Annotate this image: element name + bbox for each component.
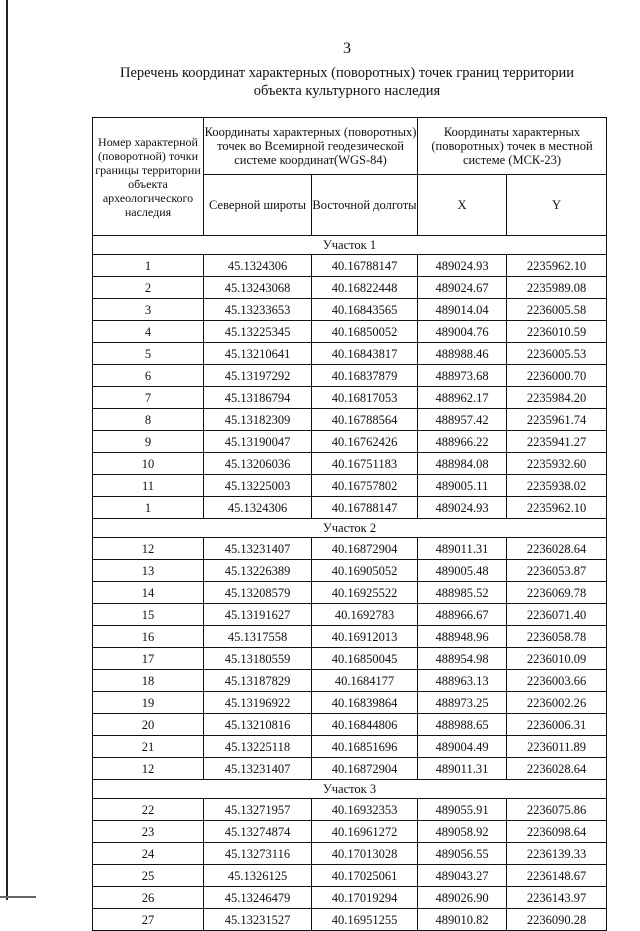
cell-east-longitude: 40.16788564	[312, 409, 418, 431]
table-row	[93, 538, 607, 560]
cell-north-latitude: 45.13208579	[204, 582, 312, 604]
cell-north-latitude: 45.13225345	[204, 321, 312, 343]
cell-y-coord: 2235938.02	[507, 475, 607, 497]
cell-point-number: 13	[93, 560, 204, 582]
cell-east-longitude: 40.16850052	[312, 321, 418, 343]
cell-north-latitude: 45.13210641	[204, 343, 312, 365]
cell-y-coord: 2236053.87	[507, 560, 607, 582]
cell-east-longitude: 40.16843565	[312, 299, 418, 321]
cell-x-coord: 488954.98	[418, 648, 507, 670]
cell-x-coord: 489026.90	[418, 887, 507, 909]
cell-y-coord: 2235962.10	[507, 255, 607, 277]
cell-east-longitude: 40.16951255	[312, 909, 418, 931]
cell-y-coord: 2236000.70	[507, 365, 607, 387]
cell-north-latitude: 45.13186794	[204, 387, 312, 409]
cell-north-latitude: 45.13197292	[204, 365, 312, 387]
section-title: Участок 1	[93, 236, 607, 255]
cell-x-coord: 489024.93	[418, 497, 507, 519]
cell-north-latitude: 45.13225118	[204, 736, 312, 758]
cell-north-latitude: 45.1326125	[204, 865, 312, 887]
cell-east-longitude: 40.16850045	[312, 648, 418, 670]
cell-point-number: 1	[93, 255, 204, 277]
cell-y-coord: 2236075.86	[507, 799, 607, 821]
document-title: Перечень координат характерных (поворотных) точек границ территории объекта культурного наследия	[119, 65, 575, 99]
cell-y-coord: 2235989.08	[507, 277, 607, 299]
cell-x-coord: 488988.46	[418, 343, 507, 365]
cell-point-number: 11	[93, 475, 204, 497]
cell-north-latitude: 45.13231407	[204, 538, 312, 560]
cell-north-latitude: 45.13182309	[204, 409, 312, 431]
section-title: Участок 3	[93, 780, 607, 799]
cell-east-longitude: 40.16757802	[312, 475, 418, 497]
cell-x-coord: 488984.08	[418, 453, 507, 475]
table-row	[93, 670, 607, 692]
cell-point-number: 5	[93, 343, 204, 365]
table-row	[93, 736, 607, 758]
table-row	[93, 409, 607, 431]
table-row	[93, 453, 607, 475]
cell-y-coord: 2235961.74	[507, 409, 607, 431]
section-title: Участок 2	[93, 519, 607, 538]
cell-east-longitude: 40.16762426	[312, 431, 418, 453]
cell-x-coord: 489005.11	[418, 475, 507, 497]
cell-x-coord: 489010.82	[418, 909, 507, 931]
cell-point-number: 9	[93, 431, 204, 453]
table-row	[93, 909, 607, 931]
cell-y-coord: 2236002.26	[507, 692, 607, 714]
cell-y-coord: 2236143.97	[507, 887, 607, 909]
cell-north-latitude: 45.13191627	[204, 604, 312, 626]
cell-north-latitude: 45.13273116	[204, 843, 312, 865]
cell-x-coord: 489043.27	[418, 865, 507, 887]
cell-x-coord: 489011.31	[418, 758, 507, 780]
cell-north-latitude: 45.13206036	[204, 453, 312, 475]
table-row	[93, 277, 607, 299]
cell-y-coord: 2236148.67	[507, 865, 607, 887]
cell-east-longitude: 40.16905052	[312, 560, 418, 582]
cell-y-coord: 2235984.20	[507, 387, 607, 409]
table-row	[93, 497, 607, 519]
cell-y-coord: 2236028.64	[507, 538, 607, 560]
page-bottom-mark	[0, 896, 36, 898]
section-row	[93, 519, 607, 538]
cell-north-latitude: 45.13246479	[204, 887, 312, 909]
cell-point-number: 19	[93, 692, 204, 714]
header-x: X	[418, 175, 507, 236]
cell-east-longitude: 40.16844806	[312, 714, 418, 736]
cell-north-latitude: 45.13210816	[204, 714, 312, 736]
table-row	[93, 582, 607, 604]
cell-x-coord: 488962.17	[418, 387, 507, 409]
cell-east-longitude: 40.16872904	[312, 758, 418, 780]
table-row	[93, 560, 607, 582]
table-row	[93, 387, 607, 409]
cell-point-number: 10	[93, 453, 204, 475]
cell-y-coord: 2236006.31	[507, 714, 607, 736]
cell-north-latitude: 45.1317558	[204, 626, 312, 648]
cell-point-number: 25	[93, 865, 204, 887]
table-row	[93, 843, 607, 865]
cell-north-latitude: 45.13180559	[204, 648, 312, 670]
cell-y-coord: 2236011.89	[507, 736, 607, 758]
header-north-latitude: Северной широты	[204, 175, 312, 236]
coordinates-table	[92, 117, 607, 931]
cell-point-number: 16	[93, 626, 204, 648]
cell-north-latitude: 45.1324306	[204, 255, 312, 277]
cell-point-number: 26	[93, 887, 204, 909]
cell-east-longitude: 40.17013028	[312, 843, 418, 865]
header-point-number: Номер характерной (поворотной) точки границы территории объекта археологического наследия	[93, 118, 204, 236]
cell-point-number: 8	[93, 409, 204, 431]
cell-x-coord: 489004.49	[418, 736, 507, 758]
cell-east-longitude: 40.16817053	[312, 387, 418, 409]
cell-y-coord: 2236139.33	[507, 843, 607, 865]
cell-east-longitude: 40.16788147	[312, 255, 418, 277]
cell-y-coord: 2236028.64	[507, 758, 607, 780]
header-wgs84: Координаты характерных (поворотных) точек во Всемирной геодезической системе координат(WGS-84)	[204, 118, 418, 175]
cell-north-latitude: 45.13231527	[204, 909, 312, 931]
header-msk23: Координаты характерных (поворотных) точек в местной системе (МСК-23)	[418, 118, 607, 175]
cell-point-number: 1	[93, 497, 204, 519]
cell-y-coord: 2236010.09	[507, 648, 607, 670]
cell-east-longitude: 40.16961272	[312, 821, 418, 843]
cell-east-longitude: 40.16839864	[312, 692, 418, 714]
header-east-longitude: Восточной долготы	[312, 175, 418, 236]
cell-x-coord: 488985.52	[418, 582, 507, 604]
cell-east-longitude: 40.16851696	[312, 736, 418, 758]
cell-y-coord: 2236058.78	[507, 626, 607, 648]
cell-east-longitude: 40.16843817	[312, 343, 418, 365]
cell-point-number: 12	[93, 758, 204, 780]
cell-point-number: 6	[93, 365, 204, 387]
cell-x-coord: 488973.25	[418, 692, 507, 714]
table-row	[93, 758, 607, 780]
table-row	[93, 475, 607, 497]
cell-x-coord: 488988.65	[418, 714, 507, 736]
cell-x-coord: 488963.13	[418, 670, 507, 692]
cell-point-number: 24	[93, 843, 204, 865]
cell-east-longitude: 40.16822448	[312, 277, 418, 299]
cell-east-longitude: 40.17019294	[312, 887, 418, 909]
cell-north-latitude: 45.13271957	[204, 799, 312, 821]
cell-east-longitude: 40.16751183	[312, 453, 418, 475]
cell-x-coord: 488957.42	[418, 409, 507, 431]
table-row	[93, 365, 607, 387]
page-number: 3	[343, 40, 351, 57]
table-row	[93, 692, 607, 714]
cell-x-coord: 488966.67	[418, 604, 507, 626]
cell-north-latitude: 45.13274874	[204, 821, 312, 843]
cell-y-coord: 2236005.58	[507, 299, 607, 321]
table-row	[93, 648, 607, 670]
cell-y-coord: 2236090.28	[507, 909, 607, 931]
table-row	[93, 343, 607, 365]
cell-east-longitude: 40.1692783	[312, 604, 418, 626]
cell-y-coord: 2236098.64	[507, 821, 607, 843]
cell-point-number: 18	[93, 670, 204, 692]
cell-x-coord: 488966.22	[418, 431, 507, 453]
table-row	[93, 865, 607, 887]
cell-north-latitude: 45.13243068	[204, 277, 312, 299]
cell-x-coord: 488948.96	[418, 626, 507, 648]
cell-point-number: 4	[93, 321, 204, 343]
cell-east-longitude: 40.17025061	[312, 865, 418, 887]
cell-east-longitude: 40.16925522	[312, 582, 418, 604]
table-row	[93, 887, 607, 909]
cell-point-number: 27	[93, 909, 204, 931]
cell-point-number: 14	[93, 582, 204, 604]
cell-x-coord: 489024.93	[418, 255, 507, 277]
table-row	[93, 626, 607, 648]
cell-x-coord: 489014.04	[418, 299, 507, 321]
cell-x-coord: 489011.31	[418, 538, 507, 560]
cell-point-number: 17	[93, 648, 204, 670]
cell-point-number: 23	[93, 821, 204, 843]
header-y: Y	[507, 175, 607, 236]
cell-north-latitude: 45.13196922	[204, 692, 312, 714]
cell-y-coord: 2235941.27	[507, 431, 607, 453]
cell-y-coord: 2236069.78	[507, 582, 607, 604]
table-row	[93, 604, 607, 626]
cell-north-latitude: 45.13231407	[204, 758, 312, 780]
cell-y-coord: 2235932.60	[507, 453, 607, 475]
cell-point-number: 3	[93, 299, 204, 321]
cell-east-longitude: 40.16912013	[312, 626, 418, 648]
cell-north-latitude: 45.13187829	[204, 670, 312, 692]
cell-point-number: 22	[93, 799, 204, 821]
cell-x-coord: 489024.67	[418, 277, 507, 299]
cell-east-longitude: 40.16932353	[312, 799, 418, 821]
table-body	[93, 236, 607, 931]
table-row	[93, 255, 607, 277]
cell-x-coord: 489004.76	[418, 321, 507, 343]
cell-y-coord: 2236003.66	[507, 670, 607, 692]
cell-north-latitude: 45.13190047	[204, 431, 312, 453]
cell-north-latitude: 45.1324306	[204, 497, 312, 519]
table-row	[93, 299, 607, 321]
table-row	[93, 321, 607, 343]
cell-y-coord: 2236010.59	[507, 321, 607, 343]
table-row	[93, 799, 607, 821]
section-row	[93, 236, 607, 255]
cell-y-coord: 2236071.40	[507, 604, 607, 626]
cell-east-longitude: 40.1684177	[312, 670, 418, 692]
cell-point-number: 20	[93, 714, 204, 736]
cell-north-latitude: 45.13233653	[204, 299, 312, 321]
page-left-border	[6, 0, 8, 900]
cell-x-coord: 488973.68	[418, 365, 507, 387]
table-row	[93, 431, 607, 453]
cell-east-longitude: 40.16788147	[312, 497, 418, 519]
table-row	[93, 821, 607, 843]
cell-y-coord: 2236005.53	[507, 343, 607, 365]
cell-north-latitude: 45.13226389	[204, 560, 312, 582]
cell-point-number: 2	[93, 277, 204, 299]
cell-point-number: 15	[93, 604, 204, 626]
cell-y-coord: 2235962.10	[507, 497, 607, 519]
table-row	[93, 714, 607, 736]
cell-x-coord: 489005.48	[418, 560, 507, 582]
cell-point-number: 12	[93, 538, 204, 560]
cell-north-latitude: 45.13225003	[204, 475, 312, 497]
section-row	[93, 780, 607, 799]
cell-x-coord: 489055.91	[418, 799, 507, 821]
cell-point-number: 21	[93, 736, 204, 758]
cell-x-coord: 489056.55	[418, 843, 507, 865]
cell-point-number: 7	[93, 387, 204, 409]
cell-east-longitude: 40.16837879	[312, 365, 418, 387]
cell-east-longitude: 40.16872904	[312, 538, 418, 560]
cell-x-coord: 489058.92	[418, 821, 507, 843]
